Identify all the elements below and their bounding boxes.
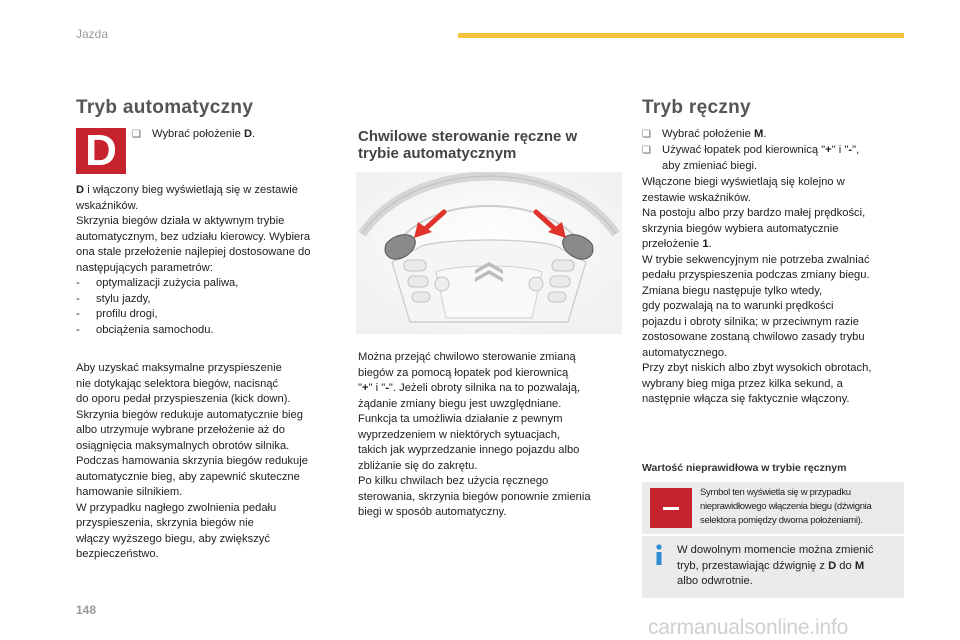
info-text: W dowolnym momencie można zmienić tryb, przestawiając dźwignię z D do M albo odwrotnie. xyxy=(677,544,874,587)
auto-mode-description: D i włączony bieg wyświetlają się w zestawie wskaźników. Skrzynia biegów działa w aktywnym trybie automatycznym, bez udziału kierowcy. Wybiera ona stale przełożenie najlepiej dostosowane do następujących parametrów: - optymalizacji zużycia paliwa, - stylu jazdy, - profilu drogi, - obciążenia samochodu. xyxy=(76,183,346,338)
header-accent-bar xyxy=(458,33,904,38)
steering-wheel-paddles-illustration xyxy=(356,172,622,334)
kickdown-description: Aby uzyskać maksymalne przyspieszenie nie dotykając selektora biegów, nacisnąć do oporu pedał przyspieszenia (kick down). Skrzynia biegów redukuje automatycznie bieg albo utrzymuje wybrane przełożenie aż do osiągnięcia maksymalnych obrotów silnika. Podczas hamowania skrzynia biegów redukuje automatycznie bieg, aby zapewnić skuteczne hamowanie silnikiem. W przypadku nagłego zwolnienia pedału przyspieszenia, skrzynia biegów nie włączy wyższego biegu, aby zwiększyć bezpieczeństwo. xyxy=(76,362,308,560)
bullet-select-m: ❏ Wybrać położenie M. xyxy=(642,127,904,143)
temporary-manual-description: Można przejąć chwilowo sterowanie zmianą biegów za pomocą łopatek pod kierownicą "+" i "-". Jeżeli obroty silnika na to pozwalają, żądanie zmiany biegu jest uwzględniane. Funkcja ta umożliwia działanie z pewnym wyprzedzeniem w niektórych sytuacjach, takich jak wyprzedzanie innego pojazdu albo zbliżanie się do zakrętu. Po kilku chwilach bez użycia ręcznego sterowania, skrzynia biegów ponownie zmienia biegi w sposób automatyczny. xyxy=(358,351,591,518)
checkbox-bullet-icon: ❏ xyxy=(132,129,141,140)
info-panel xyxy=(642,536,904,598)
manual-mode-description: Włączone biegi wyświetlają się kolejno w zestawie wskaźników. Na postoju albo przy bardzo małej prędkości, skrzynia biegów wybiera automatycznie przełożenie 1. W trybie sekwencyjnym nie potrzeba zwalniać pedału przyspieszenia podczas zmiany biegu. Zmiana biegu następuje tylko wtedy, gdy pozwalają na to warunki prędkości pojazdu i obroty silnika; w przeciwnym razie zostosowane zostaną chwilowo zasady trybu automatycznego. Przy zbyt niskich albo zbyt wysokich obrotach, wybrany bieg miga przez kilka sekund, a następnie włącza się faktycznie włączony. xyxy=(642,176,872,405)
invalid-gear-icon xyxy=(650,488,692,528)
list-item: - stylu jazdy, xyxy=(76,292,346,308)
d-gear-icon: D xyxy=(76,128,126,174)
list-item: - profilu drogi, xyxy=(76,307,346,323)
bullet-use-paddles: ❏ Używać łopatek pod kierownicą "+" i "-", aby zmieniać biegi. xyxy=(642,144,860,172)
title-automatic-mode: Tryb automatyczny xyxy=(76,97,254,118)
warning-text: Symbol ten wyświetla się w przypadku nieprawidłowego włączenia biegu (dźwignia selektora pomiędzy dwoma położeniami). xyxy=(700,487,872,526)
checkbox-bullet-icon: ❏ xyxy=(642,129,651,140)
checkbox-bullet-icon: ❏ xyxy=(642,145,651,156)
page-number: 148 xyxy=(76,603,97,617)
watermark: carmanualsonline.info xyxy=(648,616,849,639)
section-label: Jazda xyxy=(76,27,109,41)
warning-panel xyxy=(642,482,904,534)
list-item: - optymalizacji zużycia paliwa, xyxy=(76,276,346,292)
title-temporary-manual: Chwilowe sterowanie ręczne w trybie automatycznym xyxy=(358,128,578,162)
bullet-select-d: ❏ Wybrać położenie D. xyxy=(132,127,332,143)
warning-title: Wartość nieprawidłowa w trybie ręcznym xyxy=(642,462,847,474)
list-item: - obciążenia samochodu. xyxy=(76,323,346,339)
info-icon xyxy=(652,544,666,566)
title-manual-mode: Tryb ręczny xyxy=(642,97,751,118)
